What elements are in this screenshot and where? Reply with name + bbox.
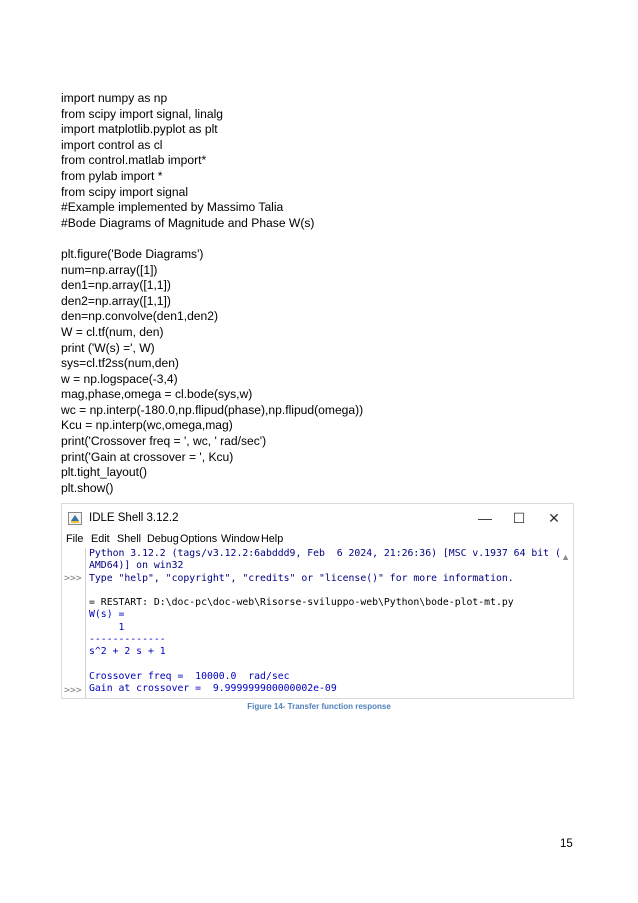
menu-bar xyxy=(62,532,573,548)
shell-line xyxy=(89,585,561,597)
code-line: #Bode Diagrams of Magnitude and Phase W(s) xyxy=(61,215,315,230)
page-number: 15 xyxy=(560,838,573,850)
code-line: from scipy import signal, linalg xyxy=(61,106,223,121)
code-line: plt.tight_layout() xyxy=(61,465,148,480)
menu-options[interactable]: Options xyxy=(180,533,218,545)
shell-output-area[interactable] xyxy=(62,548,573,699)
code-line: #Example implemented by Massimo Talia xyxy=(61,200,284,215)
shell-line xyxy=(89,659,561,671)
code-line: den=np.convolve(den1,den2) xyxy=(61,309,219,324)
code-line: W = cl.tf(num, den) xyxy=(61,324,164,339)
code-line: num=np.array([1]) xyxy=(61,262,158,277)
code-line: print ('W(s) =', W) xyxy=(61,340,155,355)
code-line xyxy=(61,231,363,247)
code-line: from pylab import * xyxy=(61,168,163,183)
shell-line: 1 xyxy=(89,621,125,633)
code-line: import control as cl xyxy=(61,137,163,152)
shell-line xyxy=(89,696,561,699)
code-line: mag,phase,omega = cl.bode(sys,w) xyxy=(61,387,253,402)
shell-line: ------------- xyxy=(89,634,166,646)
shell-line: Python 3.12.2 (tags/v3.12.2:6abddd9, Feb 6 2024, 21:26:36) [MSC v.1937 64 bit ( xyxy=(89,548,561,559)
prompt-gutter xyxy=(62,548,86,699)
minimize-button[interactable]: — xyxy=(478,510,492,526)
maximize-button[interactable]: ☐ xyxy=(512,509,526,526)
shell-prompt: >>> xyxy=(64,573,82,584)
code-line: import numpy as np xyxy=(61,91,168,105)
shell-line: W(s) = xyxy=(89,609,125,621)
code-line: den2=np.array([1,1]) xyxy=(61,293,171,308)
code-line: Kcu = np.interp(wc,omega,mag) xyxy=(61,418,233,433)
code-listing xyxy=(61,91,363,496)
shell-line: Type "help", "copyright", "credits" or "license()" for more information. xyxy=(89,572,514,584)
shell-line: Gain at crossover = 9.999999900000002e-09 xyxy=(89,683,337,695)
menu-debug[interactable]: Debug xyxy=(147,533,179,545)
python-feather-icon xyxy=(68,512,82,525)
close-button[interactable]: ✕ xyxy=(548,509,560,526)
figure-caption: Figure 14- Transfer function response xyxy=(247,702,391,711)
menu-edit[interactable]: Edit xyxy=(91,533,110,545)
shell-line: Crossover freq = 10000.0 rad/sec xyxy=(89,670,290,682)
code-line: print('Crossover freq = ', wc, ' rad/sec') xyxy=(61,434,267,449)
code-line: wc = np.interp(-180.0,np.flipud(phase),np.flipud(omega)) xyxy=(61,402,364,417)
code-line: plt.figure('Bode Diagrams') xyxy=(61,246,204,261)
menu-help[interactable]: Help xyxy=(261,533,284,545)
title-bar[interactable] xyxy=(62,504,573,532)
code-line: import matplotlib.pyplot as plt xyxy=(61,122,218,137)
menu-file[interactable]: File xyxy=(66,533,84,545)
menu-shell[interactable]: Shell xyxy=(117,533,142,545)
code-line: den1=np.array([1,1]) xyxy=(61,278,171,293)
shell-line: = RESTART: D:\doc-pc\doc-web\Risorse-sviluppo-web\Python\bode-plot-mt.py xyxy=(89,597,514,609)
window-title: IDLE Shell 3.12.2 xyxy=(89,512,179,524)
shell-line: s^2 + 2 s + 1 xyxy=(89,646,166,658)
shell-line: AMD64)] on win32 xyxy=(89,560,184,572)
code-line: print('Gain at crossover = ', Kcu) xyxy=(61,449,234,464)
code-line: sys=cl.tf2ss(num,den) xyxy=(61,356,179,371)
code-line: from scipy import signal xyxy=(61,184,189,199)
code-line: from control.matlab import* xyxy=(61,153,207,168)
shell-prompt: >>> xyxy=(64,685,82,696)
menu-window[interactable]: Window xyxy=(221,533,260,545)
code-line: plt.show() xyxy=(61,480,114,495)
code-line: w = np.logspace(-3,4) xyxy=(61,371,178,386)
idle-shell-window xyxy=(61,503,574,699)
shell-lines xyxy=(89,548,561,699)
scroll-up-arrow-icon[interactable]: ▲ xyxy=(561,552,570,562)
